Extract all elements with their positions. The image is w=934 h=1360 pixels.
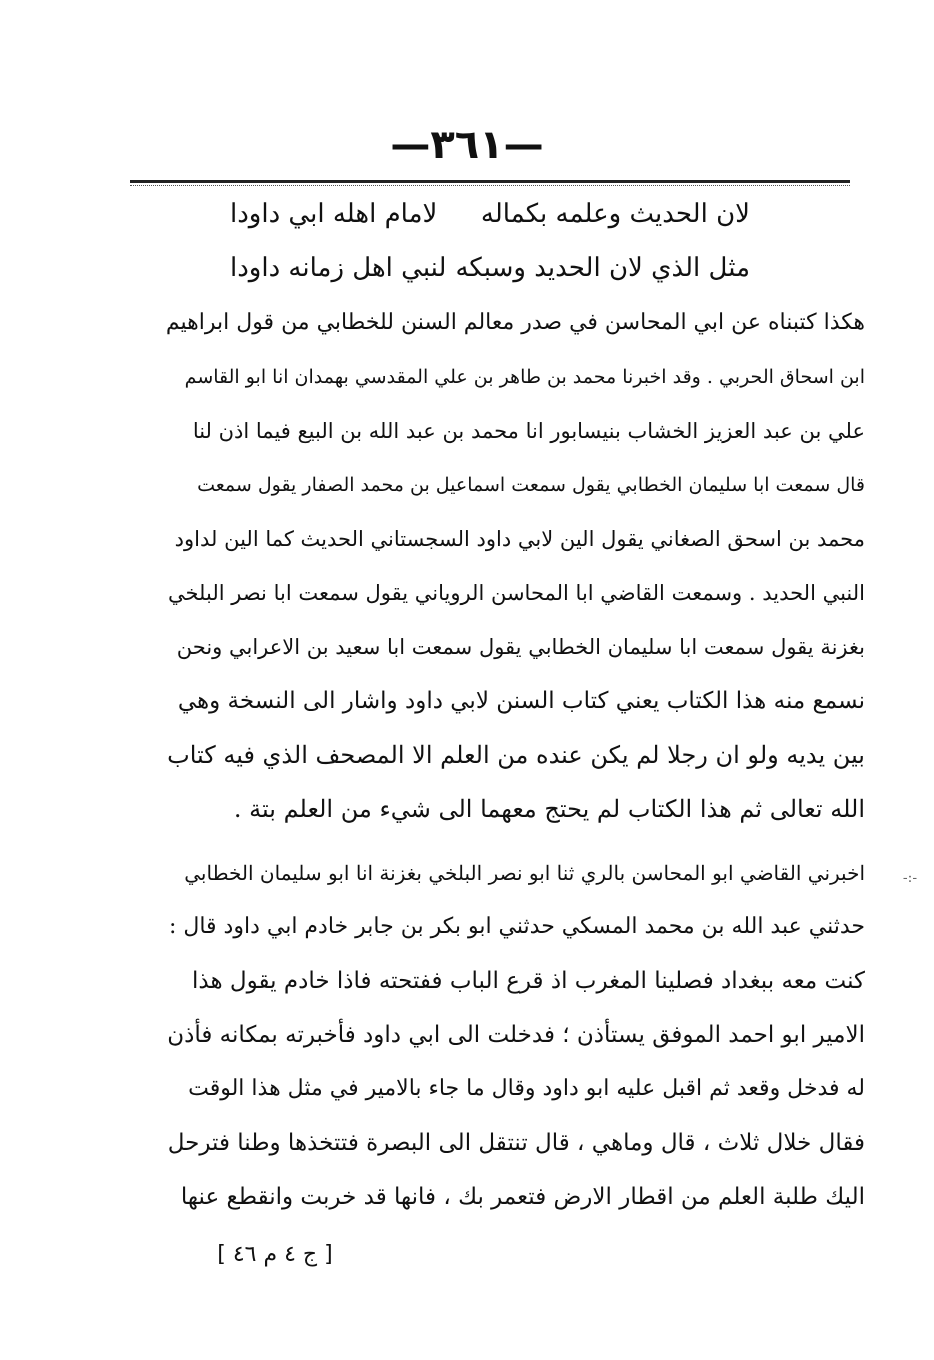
verse-2-hemistich-2: لنبي اهل زمانه داودا <box>230 253 447 283</box>
verse-1-hemistich-1: لان الحديث وعلمه بكماله <box>480 199 750 229</box>
text-line: بغزنة يقول سمعت ابا سليمان الخطابي يقول سمعت ابا سعيد بن الاعرابي ونحن <box>176 635 865 659</box>
signature-mark: [ ج ٤ م ٤٦ ] <box>217 1242 333 1267</box>
text-line: علي بن عبد العزيز الخشاب بنيسابور انا محمد بن عبد الله بن البيع فيما اذن لنا <box>192 419 865 443</box>
text-line: الامير ابو احمد الموفق يستأذن ؛ فدخلت الى ابي داود فأخبرته بمكانه فأذن <box>167 1022 865 1048</box>
verse-2-hemistich-1: مثل الذي لان الحديد وسبكه <box>455 253 750 283</box>
text-line: النبي الحديد . وسمعت القاضي ابا المحاسن الروياني يقول سمعت ابا نصر البلخي <box>168 581 865 605</box>
page-number: —٣٦١— <box>390 122 544 168</box>
text-line: ابن اسحاق الحربي . وقد اخبرنا محمد بن طاهر بن علي المقدسي بهمدان انا ابو القاسم <box>184 366 865 388</box>
header-rule <box>130 180 850 183</box>
text-line: له فدخل وقعد ثم اقبل عليه ابو داود وقال ما جاء بالامير في مثل هذا الوقت <box>188 1076 865 1101</box>
text-line: بين يديه ولو ان رجلا لم يكن عنده من العلم الا المصحف الذي فيه كتاب <box>167 741 865 769</box>
verse-line-1 <box>230 192 750 236</box>
text-line: هكذا كتبناه عن ابي المحاسن في صدر معالم السنن للخطابي من قول ابراهيم <box>165 310 865 335</box>
text-line: اخبرني القاضي ابو المحاسن بالري ثنا ابو نصر البلخي بغزنة انا ابو سليمان الخطابي <box>184 861 865 885</box>
paragraph-1 <box>165 296 865 836</box>
paragraph-2 <box>165 846 865 1224</box>
text-line: نسمع منه هذا الكتاب يعني كتاب السنن لابي داود واشار الى النسخة وهي <box>177 688 865 714</box>
text-line: اليك طلبة العلم من اقطار الارض فتعمر بك ، فانها قد خربت وانقطع عنها <box>180 1184 865 1210</box>
text-line: الله تعالى ثم هذا الكتاب لم يحتج معهما الى شيء من العلم بتة . <box>233 795 865 823</box>
verse-1-hemistich-2: لامام اهله ابي داودا <box>230 199 438 229</box>
text-line: كنت معه ببغداد فصلينا المغرب اذ قرع الباب ففتحته فاذا خادم يقول هذا <box>192 968 865 994</box>
text-line: حدثني عبد الله بن محمد المسكي حدثني ابو بكر بن جابر خادم ابي داود قال : <box>168 914 865 939</box>
header-rule-dotted <box>130 185 850 186</box>
margin-mark: -:- <box>902 870 918 886</box>
text-line: فقال خلال ثلاث ، قال وماهي ، قال تنتقل الى البصرة فتتخذها وطنا فترحل <box>167 1130 865 1156</box>
text-line: قال سمعت ابا سليمان الخطابي يقول سمعت اسماعيل بن محمد الصفار يقول سمعت <box>197 474 865 496</box>
verse-line-2 <box>230 246 750 290</box>
text-line: محمد بن اسحق الصغاني يقول الين لابي داود السجستاني الحديث كما الين لداود <box>174 527 865 551</box>
